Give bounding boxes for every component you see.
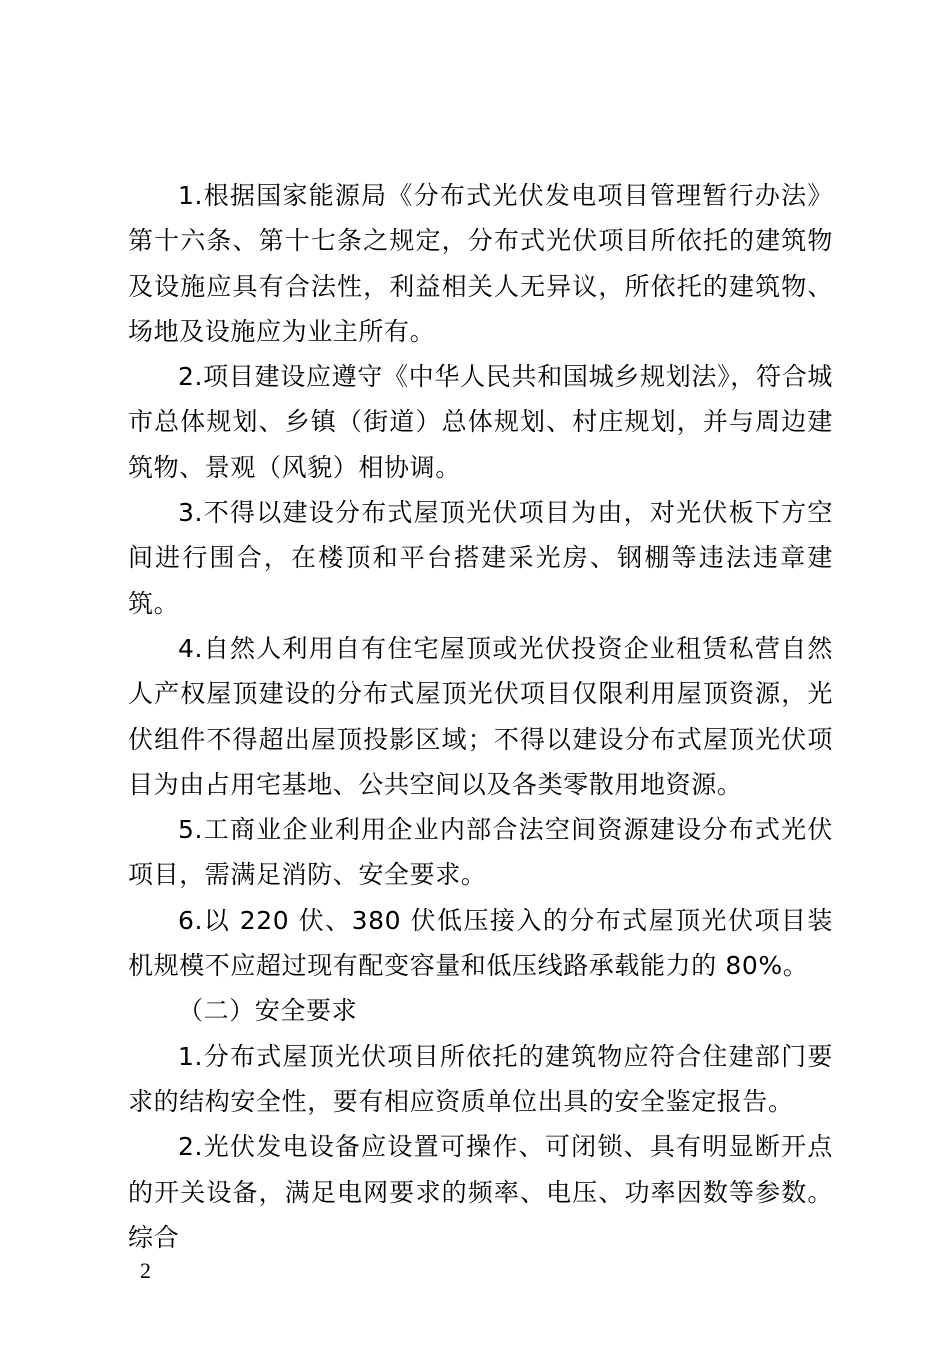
paragraph-switch-equipment: 2.光伏发电设备应设置可操作、可闭锁、具有明显断开点的开关设备，满足电网要求的频率、电压、功率因数等参数。综合 [128,1132,833,1252]
document-body [128,173,833,1260]
section-heading-safety: （二）安全要求 [178,996,358,1026]
paragraph-no-enclosure: 3.不得以建设分布式屋顶光伏项目为由，对光伏板下方空间进行围合，在楼顶和平台搭建采光房、钢棚等违法违章建筑。 [128,498,833,618]
paragraph-planning-law: 2.项目建设应遵守《中华人民共和国城乡规划法》，符合城市总体规划、乡镇（街道）总体规划、村庄规划，并与周边建筑物、景观（风貌）相协调。 [128,362,833,482]
page-number: 2 [140,1258,151,1283]
paragraph-low-voltage: 6.以 220 伏、380 伏低压接入的分布式屋顶光伏项目装机规模不应超过现有配变容量和低压线路承载能力的 80%。 [128,905,833,981]
paragraph-site-legality: 1.根据国家能源局《分布式光伏发电项目管理暂行办法》第十六条、第十七条之规定，分布式光伏项目所依托的建筑物及设施应具有合法性，利益相关人无异议，所依托的建筑物、场地及设施应为业主所有。 [128,181,833,346]
paragraph-residential-roof: 4.自然人利用自有住宅屋顶或光伏投资企业租赁私营自然人产权屋顶建设的分布式屋顶光伏项目仅限利用屋顶资源，光伏组件不得超出屋顶投影区域；不得以建设分布式屋顶光伏项目为由占用宅基地、公共空间以及各类零散用地资源。 [128,633,833,799]
paragraph-commercial: 5.工商业企业利用企业内部合法空间资源建设分布式光伏项目，需满足消防、安全要求。 [128,815,833,890]
paragraph-structural-safety: 1.分布式屋顶光伏项目所依托的建筑物应符合住建部门要求的结构安全性，要有相应资质单位出具的安全鉴定报告。 [128,1041,833,1116]
